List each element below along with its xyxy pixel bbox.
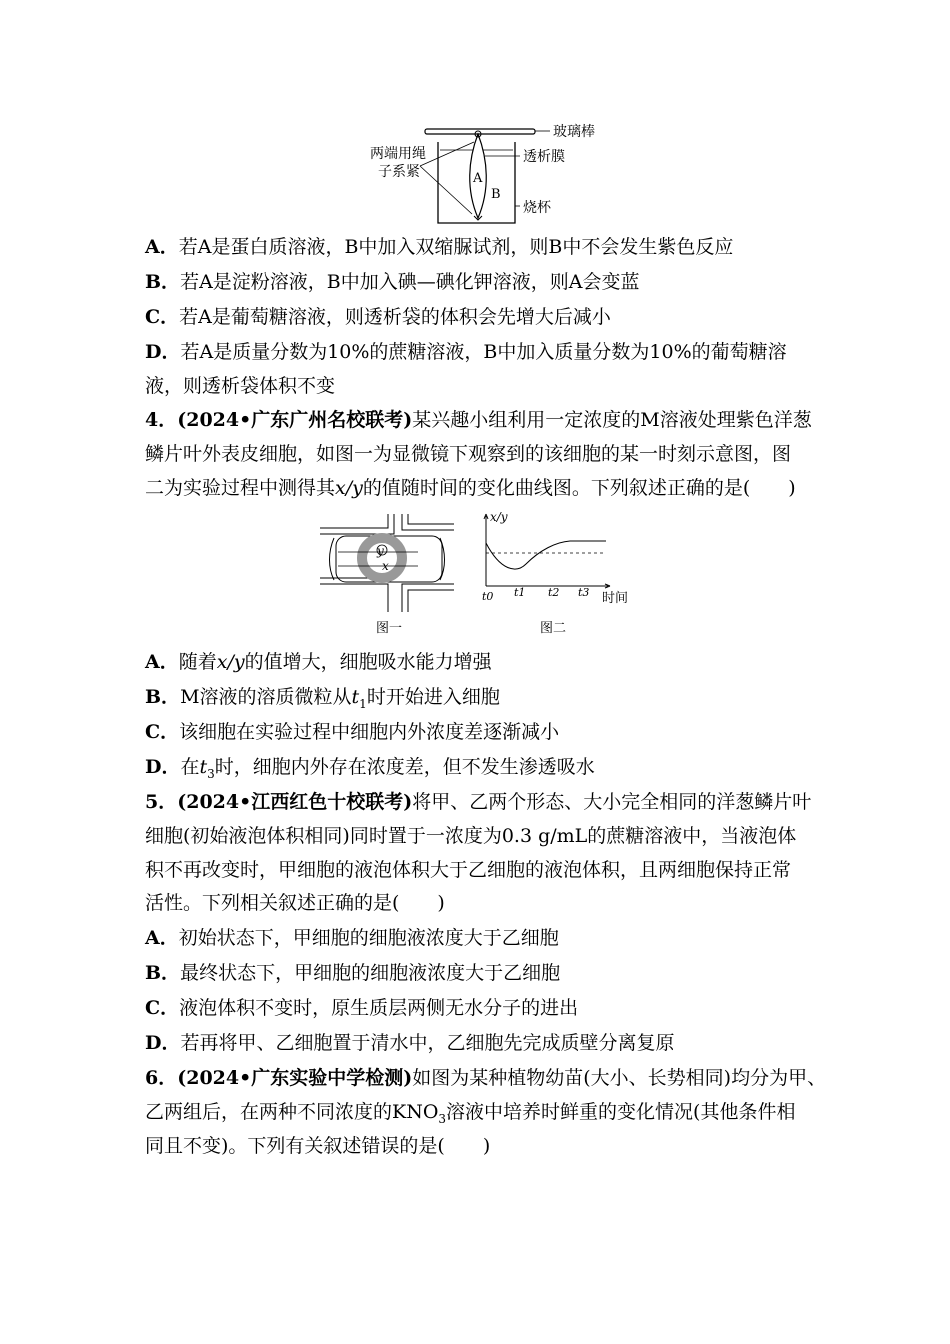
q4-option-c: C．该细胞在实验过程中细胞内外浓度差逐渐减小 [145, 721, 560, 743]
label-a: A [473, 171, 483, 186]
cell-diagram [318, 512, 458, 640]
q5-line2: 细胞(初始液泡体积相同)同时置于一浓度为0.3 g/mL的蔗糖溶液中，当液泡体 [145, 825, 797, 847]
q3-option-a: A．若A是蛋白质溶液，B中加入双缩脲试剂，则B中不会发生紫色反应 [145, 236, 734, 258]
q3-option-b: B．若A是淀粉溶液，B中加入碘—碘化钾溶液，则A会变蓝 [145, 271, 640, 293]
q5-source: (2024•江西红色十校联考) [177, 791, 413, 813]
fig2-caption: 图二 [540, 621, 567, 636]
label-tie-1: 两端用绳 [370, 146, 426, 162]
q6-line2: 乙两组后，在两种不同浓度的$KNO_3$溶液中培养时鲜重的变化情况(其他条件相 [145, 1101, 796, 1126]
q3-option-d: D．若A是质量分数为10%的蔗糖溶液，B中加入质量分数为10%的葡萄糖溶 [145, 341, 787, 363]
chart-x-label: 时间 [602, 591, 629, 606]
q4-option-b: B．M溶液的溶质微粒从$t_1$时开始进入细胞 [145, 686, 500, 711]
fig1-caption: 图一 [376, 621, 403, 636]
q4-option-d: D．在$t_3$时，细胞内外存在浓度差，但不发生渗透吸水 [145, 756, 595, 781]
q3-option-d-cont: 液，则透析袋体积不变 [145, 375, 336, 397]
q4-source: (2024•广东广州名校联考) [177, 409, 413, 431]
q4-line3: 二为实验过程中测得其x/y的值随时间的变化曲线图。下列叙述正确的是( ) [145, 477, 796, 499]
chart-tick-t2: t2 [548, 586, 560, 599]
q6-source: (2024•广东实验中学检测) [177, 1067, 413, 1089]
q3-option-c: C．若A是葡萄糖溶液，则透析袋的体积会先增大后减小 [145, 306, 611, 328]
q5-line4: 活性。下列相关叙述正确的是( ) [145, 892, 445, 914]
chart-y-label: x/y [490, 510, 508, 524]
dialysis-figure [360, 120, 620, 230]
cell-label-y: y [377, 544, 384, 558]
q4-option-a: A．随着x/y的值增大，细胞吸水能力增强 [145, 651, 492, 673]
cell-label-x: x [382, 559, 389, 573]
q5-option-c: C．液泡体积不变时，原生质层两侧无水分子的进出 [145, 997, 579, 1019]
q5-line1: 5．(2024•江西红色十校联考)将甲、乙两个形态、大小完全相同的洋葱鳞片叶 [145, 791, 812, 813]
q5-option-d: D．若再将甲、乙细胞置于清水中，乙细胞先完成质壁分离复原 [145, 1032, 675, 1054]
q5-option-a: A．初始状态下，甲细胞的细胞液浓度大于乙细胞 [145, 927, 559, 949]
label-b: B [491, 187, 501, 202]
ratio-chart [478, 508, 638, 640]
q5-option-b: B．最终状态下，甲细胞的细胞液浓度大于乙细胞 [145, 962, 561, 984]
chart-tick-t1: t1 [514, 586, 526, 599]
q4-line1: 4．(2024•广东广州名校联考)某兴趣小组利用一定浓度的M溶液处理紫色洋葱 [145, 409, 812, 431]
chart-tick-t0: t0 [482, 590, 494, 603]
label-tie-2: 子系紧 [378, 164, 420, 180]
label-beaker: 烧杯 [523, 200, 551, 216]
q6-line3: 同且不变)。下列有关叙述错误的是( ) [145, 1135, 491, 1157]
chart-tick-t3: t3 [578, 586, 590, 599]
q4-line2: 鳞片叶外表皮细胞，如图一为显微镜下观察到的该细胞的某一时刻示意图，图 [145, 443, 792, 465]
q5-line3: 积不再改变时，甲细胞的液泡体积大于乙细胞的液泡体积，且两细胞保持正常 [145, 859, 792, 881]
chart-curve [486, 541, 606, 569]
label-glass-rod: 玻璃棒 [553, 124, 595, 140]
q6-line1: 6．(2024•广东实验中学检测)如图为某种植物幼苗(大小、长势相同)均分为甲、 [145, 1067, 827, 1089]
label-membrane: 透析膜 [523, 149, 565, 165]
